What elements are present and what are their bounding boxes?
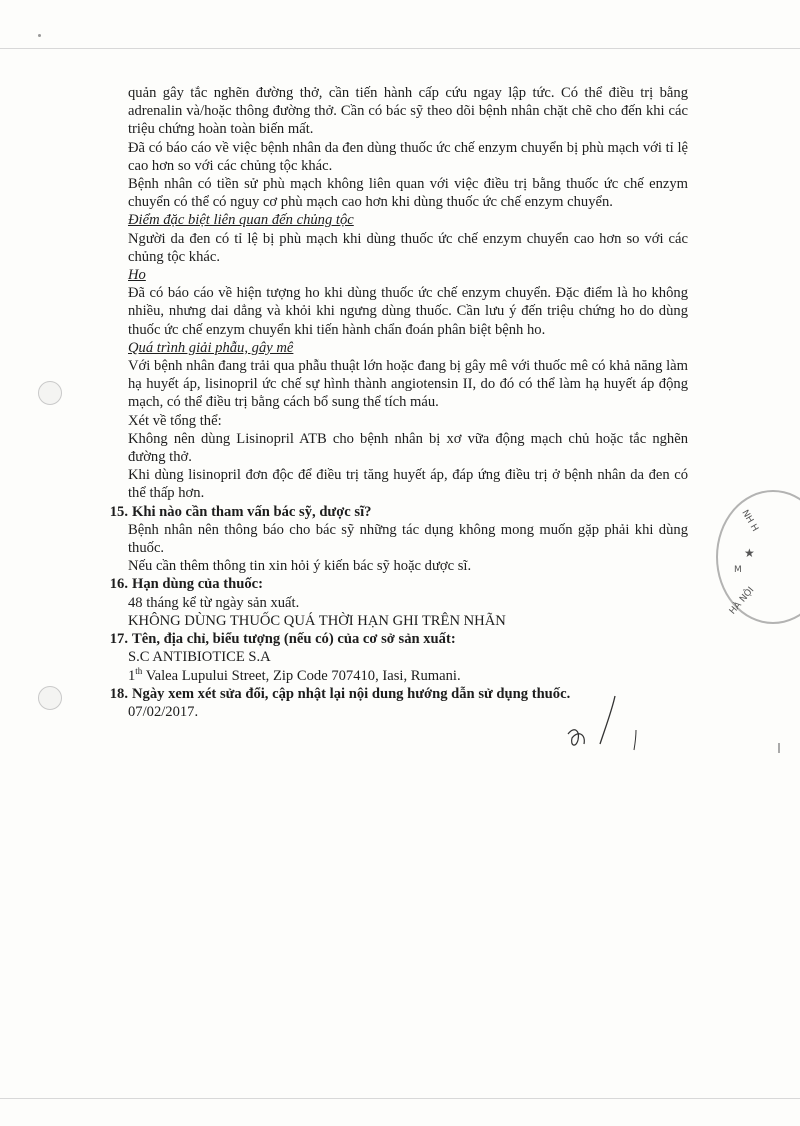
subheading-surgery: Quá trình giải phẫu, gây mê <box>128 339 294 356</box>
scan-mark <box>778 743 780 753</box>
section-15-line-2: Nếu cần thêm thông tin xin hỏi ý kiến bác sỹ hoặc dược sĩ. <box>128 558 472 575</box>
section-heading: Hạn dùng của thuốc: <box>132 576 263 593</box>
revision-date: 07/02/2017. <box>128 703 199 720</box>
section-heading: Khi nào cần tham vấn bác sỹ, dược sĩ? <box>132 503 372 520</box>
section-number: 18. <box>109 685 128 702</box>
stamp-text-top: NH H <box>739 508 760 534</box>
punch-hole-bottom <box>38 686 62 710</box>
paragraph-black-patients-report: Đã có báo cáo về việc bệnh nhân da đen dùng thuốc ức chế enzym chuyển bị phù mạch với tỉ lệ cao hơn so với các chủng tộc khác. <box>128 139 688 174</box>
section-17 <box>109 630 688 648</box>
manufacturer-address <box>128 667 688 685</box>
scan-edge-top <box>0 48 800 49</box>
address-number: 1 <box>128 667 136 684</box>
address-text: Valea Lupului Street, Zip Code 707410, Iasi, Rumani. <box>142 667 461 684</box>
section-16-line-2: KHÔNG DÙNG THUỐC QUÁ THỜI HẠN GHI TRÊN NHÃN <box>128 612 506 629</box>
section-heading: Tên, địa chỉ, biểu tượng (nếu có) của cơ sở sản xuất: <box>132 631 456 648</box>
paragraph-monotherapy: Khi dùng lisinopril đơn độc để điều trị tăng huyết áp, đáp ứng điều trị ở bệnh nhân da đen có thể thấp hơn. <box>128 467 688 502</box>
section-15 <box>109 503 688 521</box>
stamp-text-bottom: HÀ NỘI <box>727 585 757 617</box>
stamp-text-mid: M <box>734 565 742 575</box>
scan-edge-bottom <box>0 1098 800 1099</box>
paragraph-angioedema-treatment: quản gây tắc nghẽn đường thở, cần tiến hành cấp cứu ngay lập tức. Có thể điều trị bằng adrenalin và/hoặc thông đường thở. Cần có bác sỹ theo dõi bệnh nhân chặt chẽ cho đến khi các triệu chứng hoàn toàn biến mất. <box>128 85 688 138</box>
paragraph-overall: Xét về tổng thể: <box>128 412 222 429</box>
document-body <box>109 84 688 721</box>
address-suffix: th <box>135 665 143 676</box>
scan-dust <box>38 34 41 37</box>
section-number: 17. <box>109 631 128 648</box>
subheading-race: Điểm đặc biệt liên quan đến chủng tộc <box>128 212 354 229</box>
signature-mark <box>560 690 650 760</box>
section-number: 15. <box>109 503 128 520</box>
manufacturer-name: S.C ANTIBIOTICE S.A <box>128 649 271 666</box>
section-heading: Ngày xem xét sửa đổi, cập nhật lại nội dung hướng dẫn sử dụng thuốc. <box>132 685 571 702</box>
section-15-line-1: Bệnh nhân nên thông báo cho bác sỹ những tác dụng không mong muốn gặp phải khi dùng thuốc. <box>128 521 688 557</box>
paragraph-race: Người da đen có tỉ lệ bị phù mạch khi dùng thuốc ức chế enzym chuyển cao hơn so với các chủng tộc khác. <box>128 230 688 265</box>
section-16-line-1: 48 tháng kể từ ngày sản xuất. <box>128 594 300 611</box>
punch-hole-top <box>38 381 62 405</box>
paragraph-surgery: Với bệnh nhân đang trải qua phẫu thuật lớn hoặc đang bị gây mê với thuốc mê có khả năng làm hạ huyết áp, lisinopril ức chế sự hình thành angiotensin II, do đó có thể làm hạ huyết áp động mạch, có thể điều trị bằng cách bổ sung thể tích máu. <box>128 358 688 411</box>
paragraph-contraindication: Không nên dùng Lisinopril ATB cho bệnh nhân bị xơ vữa động mạch chủ hoặc tắc nghẽn đường thở. <box>128 430 688 466</box>
star-icon: ★ <box>744 546 755 560</box>
paragraph-cough: Đã có báo cáo về hiện tượng ho khi dùng thuốc ức chế enzym chuyển. Đặc điểm là ho không nhiều, nhưng dai dẳng và khỏi khi ngưng dùng thuốc. Cần lưu ý đến triệu chứng ho do dùng thuốc ức chế enzym chuyển khi tiến hành chẩn đoán phân biệt bệnh ho. <box>128 285 688 338</box>
paragraph-angioedema-history: Bệnh nhân có tiền sử phù mạch không liên quan với việc điều trị bằng thuốc ức chế enzym chuyển có thể có nguy cơ phù mạch cao hơn khi dùng thuốc ức chế enzym chuyển. <box>128 176 688 211</box>
section-16 <box>109 575 688 593</box>
subheading-cough: Ho <box>128 267 146 284</box>
official-stamp <box>716 490 800 624</box>
section-number: 16. <box>109 576 128 593</box>
